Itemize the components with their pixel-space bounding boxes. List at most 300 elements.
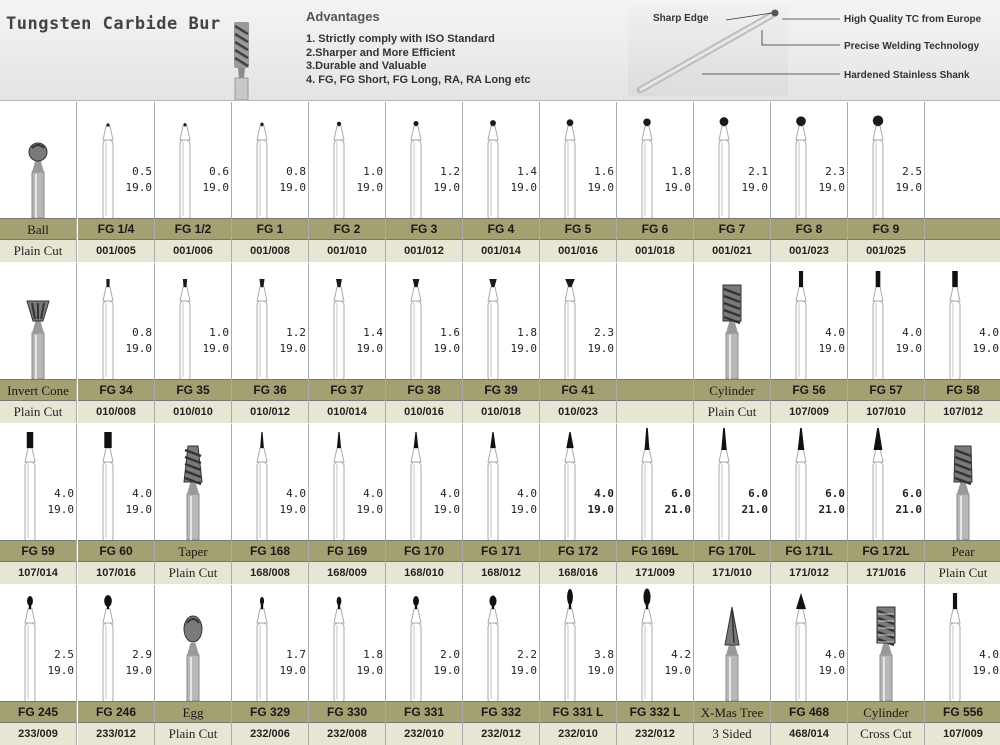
bur-iso-code <box>925 240 1000 262</box>
bur-cell <box>232 424 309 584</box>
bur-iso-code: Plain Cut <box>155 723 231 745</box>
bur-cell <box>540 585 617 745</box>
bur-picture <box>771 424 847 540</box>
bur-row <box>0 585 1000 745</box>
bur-model: FG 4 <box>463 218 539 240</box>
bur-cell <box>540 263 617 423</box>
bur-cell <box>155 424 232 584</box>
bur-iso-code: Plain Cut <box>155 562 231 584</box>
bur-diagram-pearlong <box>617 585 694 701</box>
bur-cell <box>771 263 848 423</box>
bur-cell <box>309 263 386 423</box>
total-length: 19.0 <box>510 342 537 355</box>
bur-iso-code: 107/010 <box>848 401 924 423</box>
head-diameter: 4.0 <box>517 487 537 500</box>
bur-picture <box>386 102 462 218</box>
total-length: 19.0 <box>125 181 152 194</box>
bur-picture <box>540 424 616 540</box>
bur-model: FG 1 <box>232 218 308 240</box>
bur-iso-code: 168/008 <box>232 562 308 584</box>
bur-diagram-taperlong <box>694 424 771 540</box>
bur-cell <box>925 102 1000 262</box>
head-diameter: 1.8 <box>517 326 537 339</box>
head-diameter: 2.1 <box>748 165 768 178</box>
bur-iso-code: 001/012 <box>386 240 462 262</box>
total-length: 19.0 <box>356 664 383 677</box>
bur-cell <box>463 102 540 262</box>
head-diameter: 2.2 <box>517 648 537 661</box>
bur-model: FG 36 <box>232 379 308 401</box>
bur-iso-code: 233/012 <box>78 723 154 745</box>
bur-iso-code: 171/010 <box>694 562 770 584</box>
bur-model: FG 34 <box>78 379 154 401</box>
bur-diagram-taperlong <box>848 424 925 540</box>
total-length: 21.0 <box>818 503 845 516</box>
total-length: 19.0 <box>125 503 152 516</box>
bur-cell <box>540 102 617 262</box>
bur-iso-code: 232/012 <box>463 723 539 745</box>
bur-iso-code: 001/025 <box>848 240 924 262</box>
bur-cell <box>848 102 925 262</box>
bur-cell <box>0 263 77 423</box>
bur-iso-code: 001/008 <box>232 240 308 262</box>
bur-model <box>617 379 693 401</box>
total-length: 19.0 <box>433 342 460 355</box>
bur-iso-code: 010/010 <box>155 401 231 423</box>
head-diameter: 4.2 <box>671 648 691 661</box>
bur-model: FG 1/2 <box>155 218 231 240</box>
total-length: 19.0 <box>279 664 306 677</box>
bur-diagram-invert <box>309 263 386 379</box>
bur-iso-code: 171/012 <box>771 562 847 584</box>
bur-iso-code: 001/005 <box>78 240 154 262</box>
bur-iso-code: Plain Cut <box>0 240 76 262</box>
bur-model: FG 171 <box>463 540 539 562</box>
bur-diagram-ball <box>617 102 694 218</box>
head-diameter: 0.6 <box>209 165 229 178</box>
total-length: 19.0 <box>510 503 537 516</box>
bur-model: Ball <box>0 218 76 240</box>
bur-cell <box>848 424 925 584</box>
bur-diagram-cyl <box>925 585 1000 701</box>
bur-picture <box>0 424 76 540</box>
bur-model: FG 57 <box>848 379 924 401</box>
bur-iso-code: 010/012 <box>232 401 308 423</box>
total-length: 19.0 <box>202 342 229 355</box>
head-diameter: 0.8 <box>286 165 306 178</box>
total-length: 19.0 <box>818 181 845 194</box>
bur-photo <box>155 585 232 701</box>
head-diameter: 1.8 <box>671 165 691 178</box>
bur-model: Pear <box>925 540 1000 562</box>
bur-photo <box>0 263 77 379</box>
bur-iso-code: 010/016 <box>386 401 462 423</box>
bur-photo <box>0 102 77 218</box>
head-diameter: 6.0 <box>748 487 768 500</box>
total-length: 19.0 <box>356 342 383 355</box>
head-diameter: 4.0 <box>363 487 383 500</box>
bur-picture <box>925 102 1000 218</box>
bur-cell <box>309 585 386 745</box>
bur-picture <box>0 585 76 701</box>
bur-model: X-Mas Tree <box>694 701 770 723</box>
head-diameter: 4.0 <box>825 326 845 339</box>
bur-iso-code: 168/010 <box>386 562 462 584</box>
bur-iso-code: 233/009 <box>0 723 76 745</box>
advantage-item: 3.Durable and Valuable <box>306 60 427 72</box>
head-diameter: 4.0 <box>979 326 999 339</box>
bur-picture <box>78 263 154 379</box>
bur-diagram-taper <box>540 424 617 540</box>
total-length: 19.0 <box>510 181 537 194</box>
bur-cell <box>386 424 463 584</box>
bur-picture <box>78 585 154 701</box>
head-diameter: 4.0 <box>440 487 460 500</box>
total-length: 19.0 <box>125 664 152 677</box>
total-length: 21.0 <box>664 503 691 516</box>
bur-model: FG 332 L <box>617 701 693 723</box>
bur-picture <box>386 263 462 379</box>
bur-model: FG 168 <box>232 540 308 562</box>
head-diameter: 4.0 <box>132 487 152 500</box>
bur-model: FG 6 <box>617 218 693 240</box>
bur-cell <box>925 424 1000 584</box>
bur-model: FG 38 <box>386 379 462 401</box>
bur-model: FG 332 <box>463 701 539 723</box>
bur-diagram-invert <box>232 263 309 379</box>
bur-diagram-cyl <box>925 263 1000 379</box>
bur-diagram-pearlong <box>540 585 617 701</box>
head-diameter: 4.0 <box>902 326 922 339</box>
bur-cell <box>848 585 925 745</box>
bur-model: FG 59 <box>0 540 76 562</box>
head-diameter: 1.8 <box>363 648 383 661</box>
bur-iso-code: 3 Sided <box>694 723 770 745</box>
bur-model: FG 172L <box>848 540 924 562</box>
bur-cell <box>463 585 540 745</box>
bur-cell <box>309 102 386 262</box>
bur-diagram-xmas <box>771 585 848 701</box>
bur-model: FG 58 <box>925 379 1000 401</box>
head-diameter: 2.0 <box>440 648 460 661</box>
head-diameter: 0.5 <box>132 165 152 178</box>
bur-picture <box>386 424 462 540</box>
bur-picture <box>155 102 231 218</box>
bur-diagram-taperlong <box>617 424 694 540</box>
bur-photo <box>694 585 771 701</box>
bur-cell <box>617 263 694 423</box>
bur-cell <box>617 102 694 262</box>
head-diameter: 1.7 <box>286 648 306 661</box>
bur-model: FG 3 <box>386 218 462 240</box>
bur-model: FG 170L <box>694 540 770 562</box>
bur-picture <box>155 263 231 379</box>
bur-picture <box>925 424 1000 540</box>
total-length: 19.0 <box>510 664 537 677</box>
bur-diagram-cyl <box>848 263 925 379</box>
head-diameter: 4.0 <box>286 487 306 500</box>
total-length: 19.0 <box>895 181 922 194</box>
bur-picture <box>848 585 924 701</box>
bur-picture <box>925 263 1000 379</box>
bur-cell <box>617 424 694 584</box>
head-diameter: 4.0 <box>594 487 614 500</box>
bur-iso-code: 001/006 <box>155 240 231 262</box>
bur-picture <box>463 263 539 379</box>
bur-cell <box>771 585 848 745</box>
bur-iso-code: 010/008 <box>78 401 154 423</box>
bur-picture <box>309 424 385 540</box>
bur-diagram-ball <box>540 102 617 218</box>
bur-model: FG 329 <box>232 701 308 723</box>
bur-iso-code: 107/012 <box>925 401 1000 423</box>
bur-diagram-ball <box>78 102 155 218</box>
bur-iso-code: Cross Cut <box>848 723 924 745</box>
bur-iso-code: 468/014 <box>771 723 847 745</box>
bur-model: FG 468 <box>771 701 847 723</box>
total-length: 19.0 <box>818 664 845 677</box>
bur-photo <box>925 424 1000 540</box>
head-diameter: 2.9 <box>132 648 152 661</box>
head-diameter: 1.6 <box>440 326 460 339</box>
bur-diagram-invert <box>78 263 155 379</box>
bur-model: FG 331 <box>386 701 462 723</box>
bur-cell <box>232 263 309 423</box>
bur-cell <box>848 263 925 423</box>
bur-cell <box>925 263 1000 423</box>
bur-picture <box>309 585 385 701</box>
bur-model: FG 37 <box>309 379 385 401</box>
bur-diagram-invert <box>540 263 617 379</box>
bur-model: FG 245 <box>0 701 76 723</box>
bur-cell <box>694 585 771 745</box>
total-length: 19.0 <box>587 503 614 516</box>
total-length: 19.0 <box>279 342 306 355</box>
carbide-bur-image <box>230 22 256 100</box>
total-length: 19.0 <box>47 503 74 516</box>
bur-model: FG 2 <box>309 218 385 240</box>
total-length: 19.0 <box>279 181 306 194</box>
bur-model: FG 171L <box>771 540 847 562</box>
total-length: 19.0 <box>664 181 691 194</box>
head-diameter: 3.8 <box>594 648 614 661</box>
bur-diagram-taper <box>463 424 540 540</box>
bur-diagram-pear <box>386 585 463 701</box>
bur-picture <box>771 263 847 379</box>
bur-model: FG 5 <box>540 218 616 240</box>
bur-picture <box>78 424 154 540</box>
bur-picture <box>617 102 693 218</box>
bur-model: FG 169L <box>617 540 693 562</box>
bur-model: FG 60 <box>78 540 154 562</box>
bur-photo <box>155 424 232 540</box>
head-diameter: 2.3 <box>825 165 845 178</box>
bur-iso-code: 171/009 <box>617 562 693 584</box>
bur-cell <box>155 263 232 423</box>
bur-cell <box>155 585 232 745</box>
bur-iso-code: 107/016 <box>78 562 154 584</box>
bur-diagram-pear <box>78 585 155 701</box>
tc-label: High Quality TC from Europe <box>844 14 982 25</box>
bur-model: Egg <box>155 701 231 723</box>
bur-iso-code: Plain Cut <box>0 401 76 423</box>
bur-picture <box>463 424 539 540</box>
bur-iso-code: 001/023 <box>771 240 847 262</box>
bur-picture <box>232 424 308 540</box>
bur-row <box>0 263 1000 423</box>
bur-cell <box>694 263 771 423</box>
bur-picture <box>0 263 76 379</box>
head-diameter: 4.0 <box>54 487 74 500</box>
bur-cell <box>0 102 77 262</box>
bur-picture <box>694 424 770 540</box>
bur-photo <box>848 585 925 701</box>
bur-picture <box>540 102 616 218</box>
total-length: 19.0 <box>433 181 460 194</box>
bur-model: FG 35 <box>155 379 231 401</box>
bur-model: FG 1/4 <box>78 218 154 240</box>
head-diameter: 4.0 <box>979 648 999 661</box>
head-diameter: 2.5 <box>902 165 922 178</box>
bur-picture <box>309 102 385 218</box>
bur-cell <box>617 585 694 745</box>
bur-iso-code: 168/012 <box>463 562 539 584</box>
bur-picture <box>463 585 539 701</box>
head-diameter: 6.0 <box>902 487 922 500</box>
total-length: 19.0 <box>895 342 922 355</box>
bur-model: Taper <box>155 540 231 562</box>
head-diameter: 1.4 <box>517 165 537 178</box>
bur-model: FG 9 <box>848 218 924 240</box>
bur-iso-code: 171/016 <box>848 562 924 584</box>
advantage-item: 4. FG, FG Short, FG Long, RA, RA Long etc <box>306 73 531 86</box>
bur-picture <box>232 102 308 218</box>
head-diameter: 6.0 <box>671 487 691 500</box>
bur-diagram-ball <box>309 102 386 218</box>
head-diameter: 1.2 <box>286 326 306 339</box>
bur-diagram-invert <box>155 263 232 379</box>
total-length: 21.0 <box>741 503 768 516</box>
bur-cell <box>386 102 463 262</box>
bur-model: Cylinder <box>848 701 924 723</box>
total-length: 19.0 <box>664 664 691 677</box>
bur-row <box>0 102 1000 262</box>
bur-cell <box>386 263 463 423</box>
bur-picture <box>617 424 693 540</box>
bur-picture <box>232 263 308 379</box>
bur-cell <box>694 424 771 584</box>
bur-model: FG 556 <box>925 701 1000 723</box>
bur-diagram-ball <box>155 102 232 218</box>
bur-iso-code: 232/010 <box>386 723 462 745</box>
total-length: 19.0 <box>587 181 614 194</box>
sharp-edge-label: Sharp Edge <box>653 13 709 24</box>
head-diameter: 1.4 <box>363 326 383 339</box>
total-length: 19.0 <box>279 503 306 516</box>
bur-diagram-invert <box>386 263 463 379</box>
bur-cell <box>78 263 155 423</box>
bur-model <box>925 218 1000 240</box>
total-length: 19.0 <box>47 664 74 677</box>
bur-iso-code: 107/009 <box>771 401 847 423</box>
bur-cell <box>771 102 848 262</box>
bur-picture <box>0 102 76 218</box>
bur-picture <box>617 263 693 379</box>
advantages-heading: Advantages <box>306 9 380 24</box>
bur-cell <box>386 585 463 745</box>
header-banner <box>0 0 1000 101</box>
bur-row <box>0 424 1000 584</box>
bur-iso-code: 168/016 <box>540 562 616 584</box>
total-length: 19.0 <box>356 181 383 194</box>
bur-cell <box>78 585 155 745</box>
bur-picture <box>540 585 616 701</box>
total-length: 19.0 <box>741 181 768 194</box>
total-length: 19.0 <box>356 503 383 516</box>
bur-picture <box>771 102 847 218</box>
bur-iso-code: 001/018 <box>617 240 693 262</box>
bur-iso-code: 232/010 <box>540 723 616 745</box>
total-length: 19.0 <box>972 342 999 355</box>
head-diameter: 1.6 <box>594 165 614 178</box>
total-length: 19.0 <box>125 342 152 355</box>
bur-iso-code <box>617 401 693 423</box>
advantage-item: 2.Sharper and More Efficient <box>306 46 456 59</box>
bur-model: FG 246 <box>78 701 154 723</box>
bur-diagram-ball <box>232 102 309 218</box>
head-diameter: 6.0 <box>825 487 845 500</box>
bur-cell <box>78 102 155 262</box>
bur-iso-code: Plain Cut <box>925 562 1000 584</box>
bur-cell <box>694 102 771 262</box>
bur-cell <box>155 102 232 262</box>
bur-iso-code: 168/009 <box>309 562 385 584</box>
bur-model: Cylinder <box>694 379 770 401</box>
bur-picture <box>232 585 308 701</box>
bur-iso-code: 107/009 <box>925 723 1000 745</box>
bur-cell <box>463 263 540 423</box>
bur-picture <box>78 102 154 218</box>
bur-diagram-pear <box>309 585 386 701</box>
bur-picture <box>848 102 924 218</box>
bur-cell <box>0 585 77 745</box>
bur-picture <box>848 424 924 540</box>
head-diameter: 2.3 <box>594 326 614 339</box>
bur-cell <box>78 424 155 584</box>
bur-diagram-taper <box>386 424 463 540</box>
bur-diagram-ball <box>694 102 771 218</box>
bur-cell <box>232 102 309 262</box>
bur-iso-code: 010/023 <box>540 401 616 423</box>
bur-picture <box>155 585 231 701</box>
bur-iso-code: 010/018 <box>463 401 539 423</box>
bur-diagram-pear <box>0 585 77 701</box>
bur-iso-code: 107/014 <box>0 562 76 584</box>
head-diameter: 1.0 <box>363 165 383 178</box>
advantages-list <box>306 33 530 87</box>
head-diameter: 1.2 <box>440 165 460 178</box>
bur-model: FG 172 <box>540 540 616 562</box>
bur-picture <box>309 263 385 379</box>
bur-diagram-taper <box>309 424 386 540</box>
bur-picture <box>463 102 539 218</box>
bur-iso-code: 001/021 <box>694 240 770 262</box>
head-diameter: 1.0 <box>209 326 229 339</box>
bur-iso-code: 001/014 <box>463 240 539 262</box>
bur-cell <box>540 424 617 584</box>
bur-picture <box>617 585 693 701</box>
bur-picture <box>694 102 770 218</box>
